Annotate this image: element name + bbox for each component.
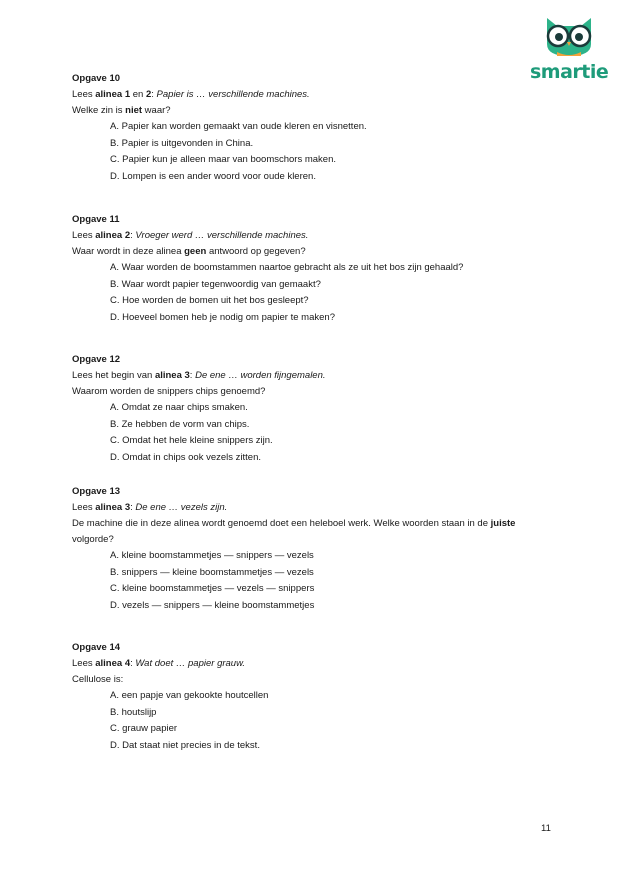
answer-option-d: D. Dat staat niet precies in de tekst. bbox=[110, 739, 260, 751]
answer-option-a: A. Papier kan worden gemaakt van oude kleren en visnetten. bbox=[110, 121, 367, 132]
answer-option-c: C. Papier kun je alleen maar van boomschors maken. bbox=[110, 154, 337, 165]
answer-option-c: C. kleine boomstammetjes — vezels — snippers bbox=[110, 583, 315, 594]
answer-option-c: C. Hoe worden de bomen uit het bos gesleept? bbox=[110, 295, 309, 306]
owl-icon bbox=[537, 14, 601, 58]
answer-option-a: A. kleine boomstammetjes — snippers — vezels bbox=[110, 550, 314, 561]
question-instruction: Lees alinea 4: Wat doet … papier grauw. bbox=[72, 658, 246, 669]
question-prompt: Waarom worden de snippers chips genoemd? bbox=[72, 386, 266, 397]
answer-option-b: B. Ze hebben de vorm van chips. bbox=[110, 418, 250, 430]
question-prompt: Waar wordt in deze alinea geen antwoord op gegeven? bbox=[72, 246, 306, 257]
question-12 bbox=[72, 352, 572, 466]
question-11 bbox=[72, 212, 572, 326]
question-title: Opgave 11 bbox=[72, 214, 120, 225]
page-number: 11 bbox=[541, 823, 551, 834]
question-instruction: Lees het begin van alinea 3: De ene … worden fijngemalen. bbox=[72, 370, 326, 381]
question-13 bbox=[72, 484, 572, 614]
question-instruction: Lees alinea 2: Vroeger werd … verschillende machines. bbox=[72, 230, 309, 241]
answer-option-a: A. Waar worden de boomstammen naartoe gebracht als ze uit het bos zijn gehaald? bbox=[110, 262, 464, 273]
question-14 bbox=[72, 640, 572, 754]
answer-option-a: A. Omdat ze naar chips smaken. bbox=[110, 402, 248, 413]
question-title: Opgave 13 bbox=[72, 486, 121, 497]
answer-option-d: D. vezels — snippers — kleine boomstammetjes bbox=[110, 599, 315, 611]
question-10 bbox=[72, 71, 572, 185]
question-prompt: Cellulose is: bbox=[72, 674, 124, 685]
answer-option-b: B. Waar wordt papier tegenwoordig van gemaakt? bbox=[110, 278, 321, 290]
answer-option-b: B. houtslijp bbox=[110, 706, 157, 718]
question-title: Opgave 14 bbox=[72, 642, 121, 653]
answer-option-c: C. grauw papier bbox=[110, 723, 178, 734]
answer-option-a: A. een papje van gekookte houtcellen bbox=[110, 690, 269, 701]
answer-option-c: C. Omdat het hele kleine snippers zijn. bbox=[110, 435, 273, 446]
answer-option-d: D. Omdat in chips ook vezels zitten. bbox=[110, 451, 262, 463]
question-prompt: De machine die in deze alinea wordt genoemd doet een heleboel werk. Welke woorden staan in de juiste volgorde? bbox=[72, 518, 516, 545]
answer-option-b: B. snippers — kleine boomstammetjes — vezels bbox=[110, 566, 314, 578]
answer-option-d: D. Hoeveel bomen heb je nodig om papier te maken? bbox=[110, 311, 335, 323]
answer-option-d: D. Lompen is een ander woord voor oude kleren. bbox=[110, 170, 316, 182]
question-title: Opgave 12 bbox=[72, 354, 121, 365]
question-prompt: Welke zin is niet waar? bbox=[72, 105, 171, 116]
question-title: Opgave 10 bbox=[72, 73, 121, 84]
logo-wordmark: smartie bbox=[530, 61, 609, 83]
answer-option-b: B. Papier is uitgevonden in China. bbox=[110, 137, 254, 149]
question-instruction: Lees alinea 1 en 2: Papier is … verschillende machines. bbox=[72, 89, 310, 100]
question-instruction: Lees alinea 3: De ene … vezels zijn. bbox=[72, 502, 228, 513]
